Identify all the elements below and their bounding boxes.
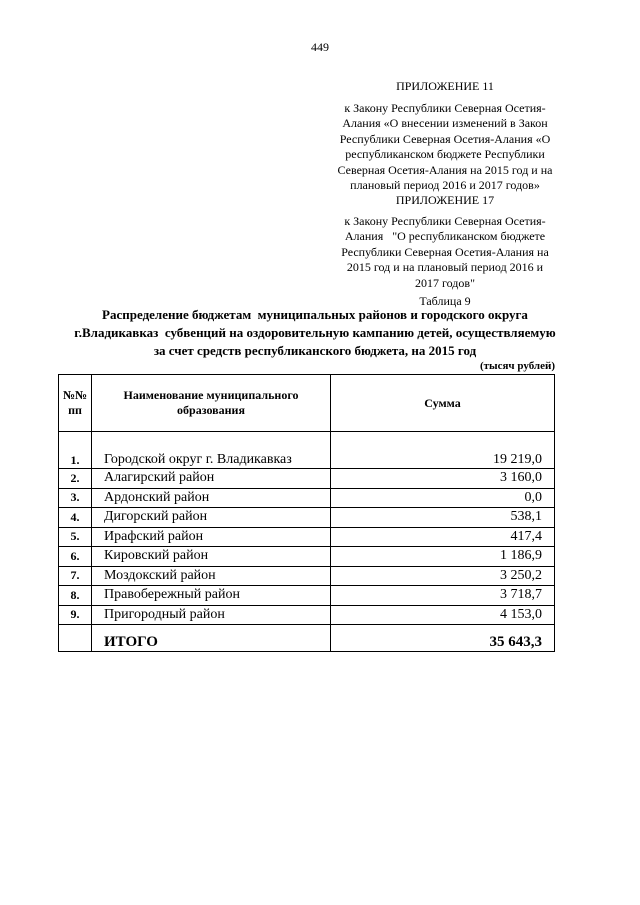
row-sum: 0,0 bbox=[331, 488, 555, 508]
page-number: 449 bbox=[311, 40, 329, 54]
appendix-11-line: плановый период 2016 и 2017 годов» bbox=[350, 178, 540, 192]
row-num: 2. bbox=[59, 469, 92, 489]
row-sum: 1 186,9 bbox=[331, 547, 555, 567]
appendix-17-line: Республики Северная Осетия-Алания на bbox=[341, 244, 549, 259]
row-sum: 538,1 bbox=[331, 508, 555, 528]
appendix-11-title: ПРИЛОЖЕНИЕ 11 bbox=[396, 79, 494, 93]
row-num: 4. bbox=[59, 508, 92, 528]
header-name-line: образования bbox=[177, 403, 245, 417]
appendix-17-title: ПРИЛОЖЕНИЕ 17 bbox=[395, 193, 495, 207]
row-name: Ирафский район bbox=[92, 527, 331, 547]
row-num: 1. bbox=[59, 432, 92, 469]
appendix-17-line: к Закону Республики Северная Осетия- bbox=[344, 213, 546, 228]
table-row bbox=[59, 605, 555, 625]
row-name: Ардонский район bbox=[92, 488, 331, 508]
appendix-11-line: к Закону Республики Северная Осетия- bbox=[344, 100, 546, 115]
table-row bbox=[59, 488, 555, 508]
header-num-line: пп bbox=[68, 403, 82, 417]
header-name bbox=[92, 375, 331, 432]
row-name: Пригородный район bbox=[92, 605, 331, 625]
appendix-17-line: 2017 годов" bbox=[415, 275, 475, 290]
appendix-17-line: 2015 год и на плановый период 2016 и bbox=[346, 260, 544, 274]
appendix-11-line: Алания «О внесении изменений в Закон bbox=[342, 116, 548, 130]
title-line: г.Владикавказ субвенций на оздоровительную кампанию детей, осуществляемую bbox=[74, 325, 556, 340]
appendix-17 bbox=[335, 193, 555, 310]
row-sum: 3 250,2 bbox=[331, 566, 555, 586]
row-num: 9. bbox=[59, 605, 92, 625]
row-name: Алагирский район bbox=[92, 469, 331, 489]
total-row bbox=[59, 625, 555, 652]
row-name: Моздокский район bbox=[92, 566, 331, 586]
row-sum: 417,4 bbox=[331, 527, 555, 547]
row-sum: 3 160,0 bbox=[331, 469, 555, 489]
units-label: (тысяч рублей) bbox=[479, 360, 555, 372]
appendix-11-line: Республики Северная Осетия-Алания «О bbox=[339, 131, 551, 146]
header-num-line: №№ bbox=[62, 388, 88, 402]
table-row bbox=[59, 527, 555, 547]
row-name: Правобережный район bbox=[92, 586, 331, 606]
title-line: Распределение бюджетам муниципальных районов и городского округа bbox=[102, 307, 528, 322]
table-row bbox=[59, 508, 555, 528]
header-num bbox=[59, 375, 92, 432]
total-sum: 35 643,3 bbox=[331, 625, 555, 652]
row-num: 8. bbox=[59, 586, 92, 606]
table-row bbox=[59, 469, 555, 489]
row-num: 5. bbox=[59, 527, 92, 547]
table-row bbox=[59, 432, 555, 469]
total-label: ИТОГО bbox=[92, 625, 331, 652]
subsidy-table bbox=[58, 374, 555, 652]
row-num: 6. bbox=[59, 547, 92, 567]
appendix-17-line: Алания "О республиканском бюджете bbox=[344, 229, 546, 243]
title-line: за счет средств республиканского бюджета, на 2015 год bbox=[153, 343, 477, 358]
document-title bbox=[60, 306, 570, 360]
appendix-11-line: Северная Осетия-Алания на 2015 год и на bbox=[337, 162, 553, 177]
table-row bbox=[59, 586, 555, 606]
row-sum: 4 153,0 bbox=[331, 605, 555, 625]
total-num bbox=[59, 625, 92, 652]
appendix-11-line: республиканском бюджете Республики bbox=[345, 147, 545, 161]
row-name: Кировский район bbox=[92, 547, 331, 567]
appendix-11 bbox=[335, 79, 555, 194]
row-num: 7. bbox=[59, 566, 92, 586]
table-row bbox=[59, 566, 555, 586]
table-label: Таблица 9 bbox=[419, 294, 471, 308]
row-name: Городской округ г. Владикавказ bbox=[92, 432, 331, 469]
row-num: 3. bbox=[59, 488, 92, 508]
table-row bbox=[59, 547, 555, 567]
row-sum: 3 718,7 bbox=[331, 586, 555, 606]
header-name-line: Наименование муниципального bbox=[123, 388, 299, 402]
table-header-row bbox=[59, 375, 555, 432]
header-sum: Сумма bbox=[331, 375, 555, 432]
row-name: Дигорский район bbox=[92, 508, 331, 528]
row-sum: 19 219,0 bbox=[331, 432, 555, 469]
